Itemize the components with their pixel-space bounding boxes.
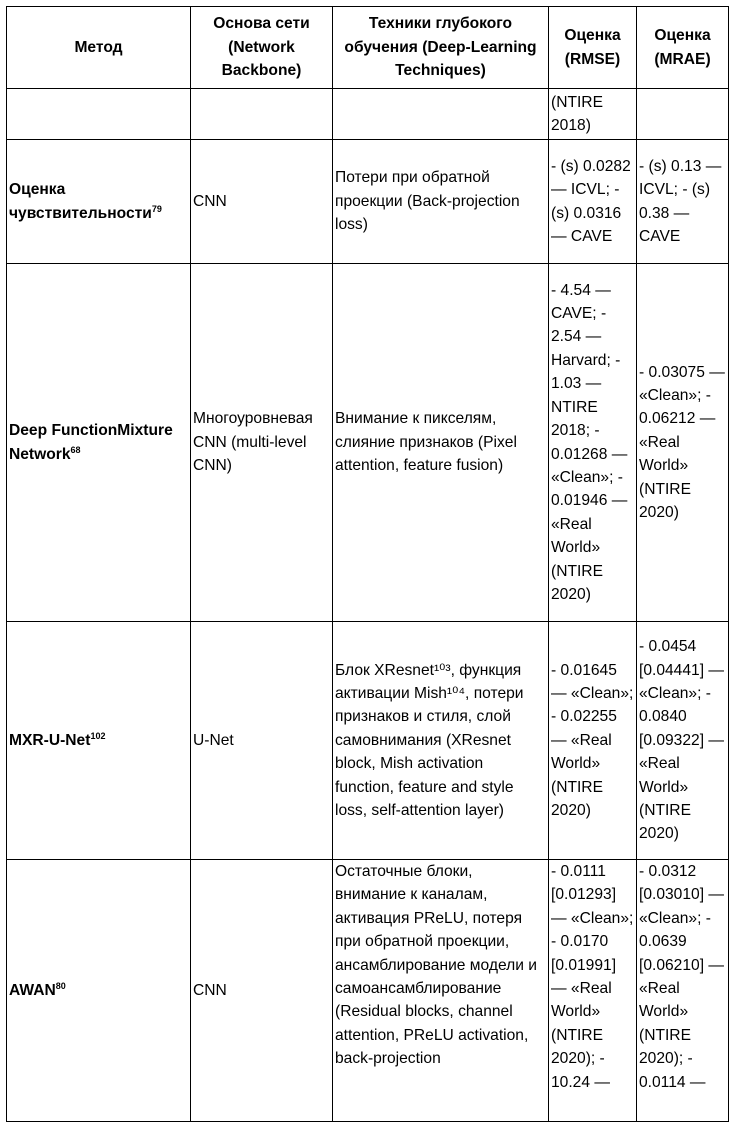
- backbone-cell: U-Net: [191, 622, 333, 860]
- rmse-cell: - 0.01645 — «Clean»; - 0.02255 — «Real World» (NTIRE 2020): [549, 622, 637, 860]
- backbone-cell: CNN: [191, 140, 333, 264]
- method-cell: [7, 89, 191, 140]
- techniques-cell: Блок XResnet¹⁰³, функция активации Mish¹⁰⁴, потери признаков и стиля, слой самовнимания (XResnet block, Mish activation function, feature and style loss, self-attention layer): [333, 622, 549, 860]
- table-row: [7, 622, 729, 860]
- mrae-cell: [637, 89, 729, 140]
- method-cell: Deep FunctionMixture Network$^{68}$: [7, 264, 191, 622]
- mrae-cell: - 0.0312 [0.03010] — «Clean»; - 0.0639 [0.06210] — «Real World» (NTIRE 2020); - 0.0114 —: [637, 860, 729, 1122]
- backbone-cell: CNN: [191, 860, 333, 1122]
- mrae-cell: - 0.03075 — «Clean»; - 0.06212 — «Real World» (NTIRE 2020): [637, 264, 729, 622]
- backbone-cell: [191, 89, 333, 140]
- rmse-cell: - (s) 0.0282 — ICVL; - (s) 0.0316 — CAVE: [549, 140, 637, 264]
- techniques-cell: Внимание к пикселям, слияние признаков (Pixel attention, feature fusion): [333, 264, 549, 622]
- header-techniques: Техники глубокого обучения (Deep-Learning Techniques): [333, 7, 549, 89]
- table-row: [7, 140, 729, 264]
- rmse-cell: - 4.54 — CAVE; - 2.54 — Harvard; - 1.03 — NTIRE 2018; - 0.01268 — «Clean»; - 0.01946 — «Real World» (NTIRE 2020): [549, 264, 637, 622]
- backbone-cell: Многоуровневая CNN (multi-level CNN): [191, 264, 333, 622]
- method-cell: AWAN$^{80}$: [7, 860, 191, 1122]
- mrae-cell: - 0.0454 [0.04441] — «Clean»; - 0.0840 [0.09322] — «Real World» (NTIRE 2020): [637, 622, 729, 860]
- rmse-cell: (NTIRE 2018): [549, 89, 637, 140]
- method-cell: Оценка чувствительности$^{79}$: [7, 140, 191, 264]
- header-method: Метод: [7, 7, 191, 89]
- methods-table: [6, 6, 729, 1122]
- rmse-cell: - 0.0111 [0.01293] — «Clean»; - 0.0170 [0.01991] — «Real World» (NTIRE 2020); - 10.24 —: [549, 860, 637, 1122]
- table-row: [7, 860, 729, 1122]
- header-backbone: Основа сети (Network Backbone): [191, 7, 333, 89]
- table-row: [7, 89, 729, 140]
- table-row: [7, 264, 729, 622]
- techniques-cell: Потери при обратной проекции (Back-projection loss): [333, 140, 549, 264]
- header-rmse: Оценка (RMSE): [549, 7, 637, 89]
- mrae-cell: - (s) 0.13 — ICVL; - (s) 0.38 — CAVE: [637, 140, 729, 264]
- techniques-cell: [333, 89, 549, 140]
- header-row: [7, 7, 729, 89]
- method-cell: MXR-U-Net$^{102}$: [7, 622, 191, 860]
- techniques-cell: Остаточные блоки, внимание к каналам, активация PReLU, потеря при обратной проекции, ансамблирование модели и самоансамблирование (Residual blocks, channel attention, PReLU activation, back-projection: [333, 860, 549, 1122]
- header-mrae: Оценка (MRAE): [637, 7, 729, 89]
